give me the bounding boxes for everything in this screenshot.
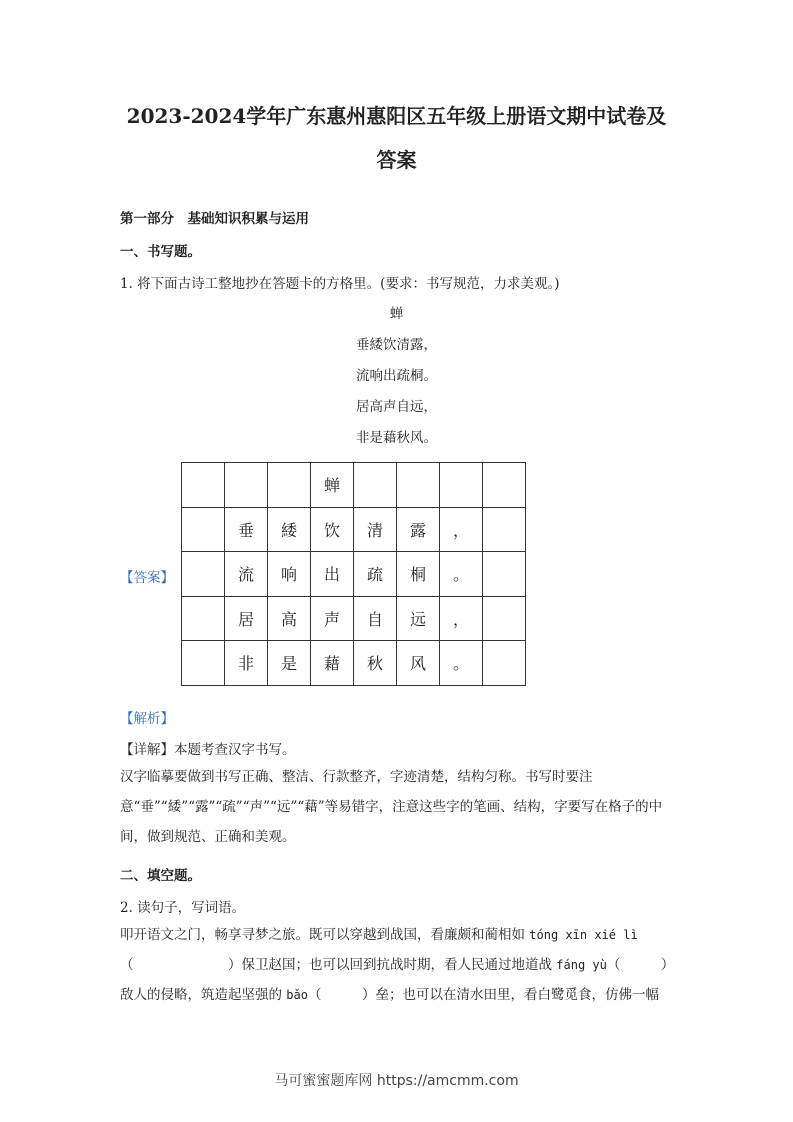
grid-row (182, 463, 526, 508)
grid-cell: 垂 (225, 507, 268, 552)
grid-cell: 居 (225, 596, 268, 641)
grid-cell (483, 596, 526, 641)
part-heading: 第一部分 基础知识积累与运用 (120, 211, 309, 227)
poem-line: 居高声自远， (356, 399, 437, 415)
explanation-text: 汉字临摹要做到书写正确、整洁、行款整齐，字迹清楚，结构匀称。书写时要注意“垂”“緌”“露”“疏”“声”“远”“藉”等易错字，注意这些字的笔画、结构，字要写在格子的中间，做到规范、正确和美观。 (120, 769, 663, 845)
grid-cell (354, 463, 397, 508)
grid-cell: 非 (225, 641, 268, 686)
poem-line: 非是藉秋风。 (356, 430, 437, 446)
grid-cell: 秋 (354, 641, 397, 686)
grid-row (182, 641, 526, 686)
grid-cell: 露 (397, 507, 440, 552)
grid-cell: 饮 (311, 507, 354, 552)
poem-line: 垂緌饮清露， (356, 337, 437, 353)
question-2-text (120, 920, 676, 1010)
q2-segment: 叩开语文之门，畅享寻梦之旅。既可以穿越到战国，看廉颇和蔺相如 (120, 927, 525, 943)
pinyin-prompt: bǎo (286, 988, 308, 1002)
question-1: 1. 将下面古诗工整地抄在答题卡的方格里。(要求：书写规范，力求美观。) (120, 276, 560, 292)
poem-title: 蝉 (389, 306, 404, 322)
grid-cell: 蝉 (311, 463, 354, 508)
grid-cell: 是 (268, 641, 311, 686)
grid-cell (268, 463, 311, 508)
grid-cell (440, 463, 483, 508)
grid-cell: 。 (440, 552, 483, 597)
grid-cell: 自 (354, 596, 397, 641)
q2-segment: （ ）保卫赵国；也可以回到抗战时期，看人民通过地道战 (120, 957, 552, 973)
grid-cell (182, 596, 225, 641)
analysis-label: 【解析】 (120, 711, 174, 727)
grid-cell (483, 463, 526, 508)
grid-cell: 疏 (354, 552, 397, 597)
section-heading-1: 一、书写题。 (120, 244, 201, 260)
grid-cell (182, 552, 225, 597)
document-title (100, 94, 693, 182)
grid-cell: 緌 (268, 507, 311, 552)
grid-cell: 远 (397, 596, 440, 641)
grid-cell (182, 463, 225, 508)
title-line-2: 答案 (376, 148, 417, 172)
grid-cell: 桐 (397, 552, 440, 597)
poem-line: 流响出疏桐。 (356, 368, 437, 384)
answer-grid (181, 462, 526, 686)
title-line-1: 2023-2024学年广东惠州惠阳区五年级上册语文期中试卷及 (126, 104, 667, 128)
grid-cell (483, 641, 526, 686)
answer-label: 【答案】 (120, 570, 174, 586)
footer-watermark: 马可蜜蜜题库网 https://amcmm.com (274, 1073, 519, 1089)
grid-cell (483, 507, 526, 552)
grid-cell: 流 (225, 552, 268, 597)
question-2: 2. 读句子，写词语。 (120, 900, 246, 916)
grid-row (182, 596, 526, 641)
grid-cell: ， (440, 596, 483, 641)
grid-cell (397, 463, 440, 508)
q2-segment: （ ）垒；也可以在清水田里，看白鹭觅食，仿佛一幅 (307, 987, 659, 1003)
grid-cell: 高 (268, 596, 311, 641)
grid-cell (483, 552, 526, 597)
grid-cell: 。 (440, 641, 483, 686)
grid-cell: ， (440, 507, 483, 552)
grid-cell: 声 (311, 596, 354, 641)
grid-cell: 风 (397, 641, 440, 686)
grid-cell: 藉 (311, 641, 354, 686)
grid-cell: 响 (268, 552, 311, 597)
pinyin-prompt: tóng xīn xié lì (529, 928, 638, 942)
q2-segment: （ ）敌人的侵略，筑造起坚强的 (120, 957, 675, 1003)
grid-cell (225, 463, 268, 508)
grid-cell: 出 (311, 552, 354, 597)
grid-cell (182, 507, 225, 552)
grid-cell (182, 641, 225, 686)
grid-row (182, 552, 526, 597)
section-heading-2: 二、填空题。 (120, 868, 201, 884)
detail-text: 【详解】本题考查汉字书写。 (120, 742, 296, 758)
pinyin-prompt: fáng yù (556, 958, 607, 972)
grid-row (182, 507, 526, 552)
grid-cell: 清 (354, 507, 397, 552)
